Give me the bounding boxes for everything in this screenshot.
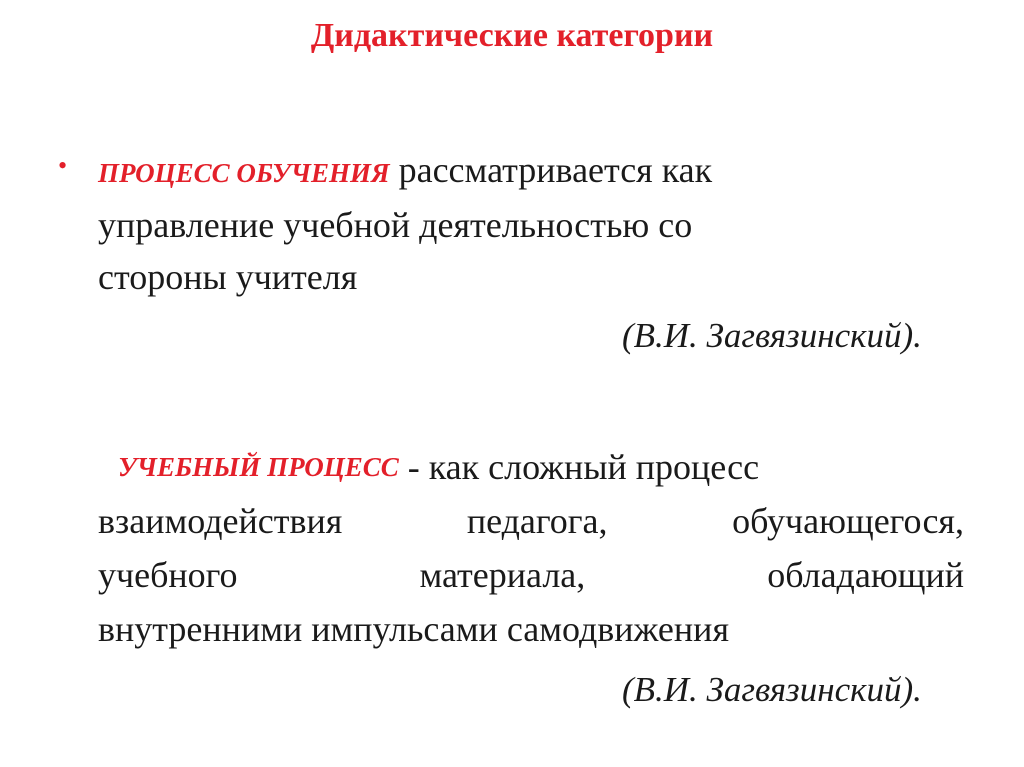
bullet-icon: • [58, 151, 68, 180]
definition2-line2-word: обучающегося, [732, 501, 964, 541]
definition2-term: УЧЕБНЫЙ ПРОЦЕСС [118, 452, 399, 482]
definition1-line1 [98, 144, 968, 199]
definition1-attribution: (В.И. Загвязинский). [622, 316, 922, 355]
definition1-term: ПРОЦЕСС ОБУЧЕНИЯ [98, 158, 390, 188]
definition2-line3-word: учебного [98, 555, 238, 595]
definition-educational-process [98, 440, 964, 656]
definition-process-of-learning [98, 144, 968, 303]
definition2-line1-text: - как сложный процесс [398, 447, 760, 487]
definition1-line3: стороны учителя [98, 257, 358, 297]
definition2-line2-word: взаимодействия [98, 501, 343, 541]
slide-title: Дидактические категории [310, 17, 714, 54]
definition2-line3 [98, 548, 964, 602]
definition2-line1 [98, 440, 964, 494]
definition1-line1-text: рассматривается как [389, 150, 713, 190]
definition2-line4: внутренними импульсами самодвижения [98, 609, 730, 649]
definition2-line2 [98, 494, 964, 548]
definition2-line3-word: обладающий [767, 555, 964, 595]
definition2-line2-word: педагога, [466, 501, 608, 541]
definition1-line2: управление учебной деятельностью со [98, 205, 693, 245]
definition2-line3-word: материала, [419, 555, 586, 595]
definition2-attribution: (В.И. Загвязинский). [622, 670, 922, 709]
